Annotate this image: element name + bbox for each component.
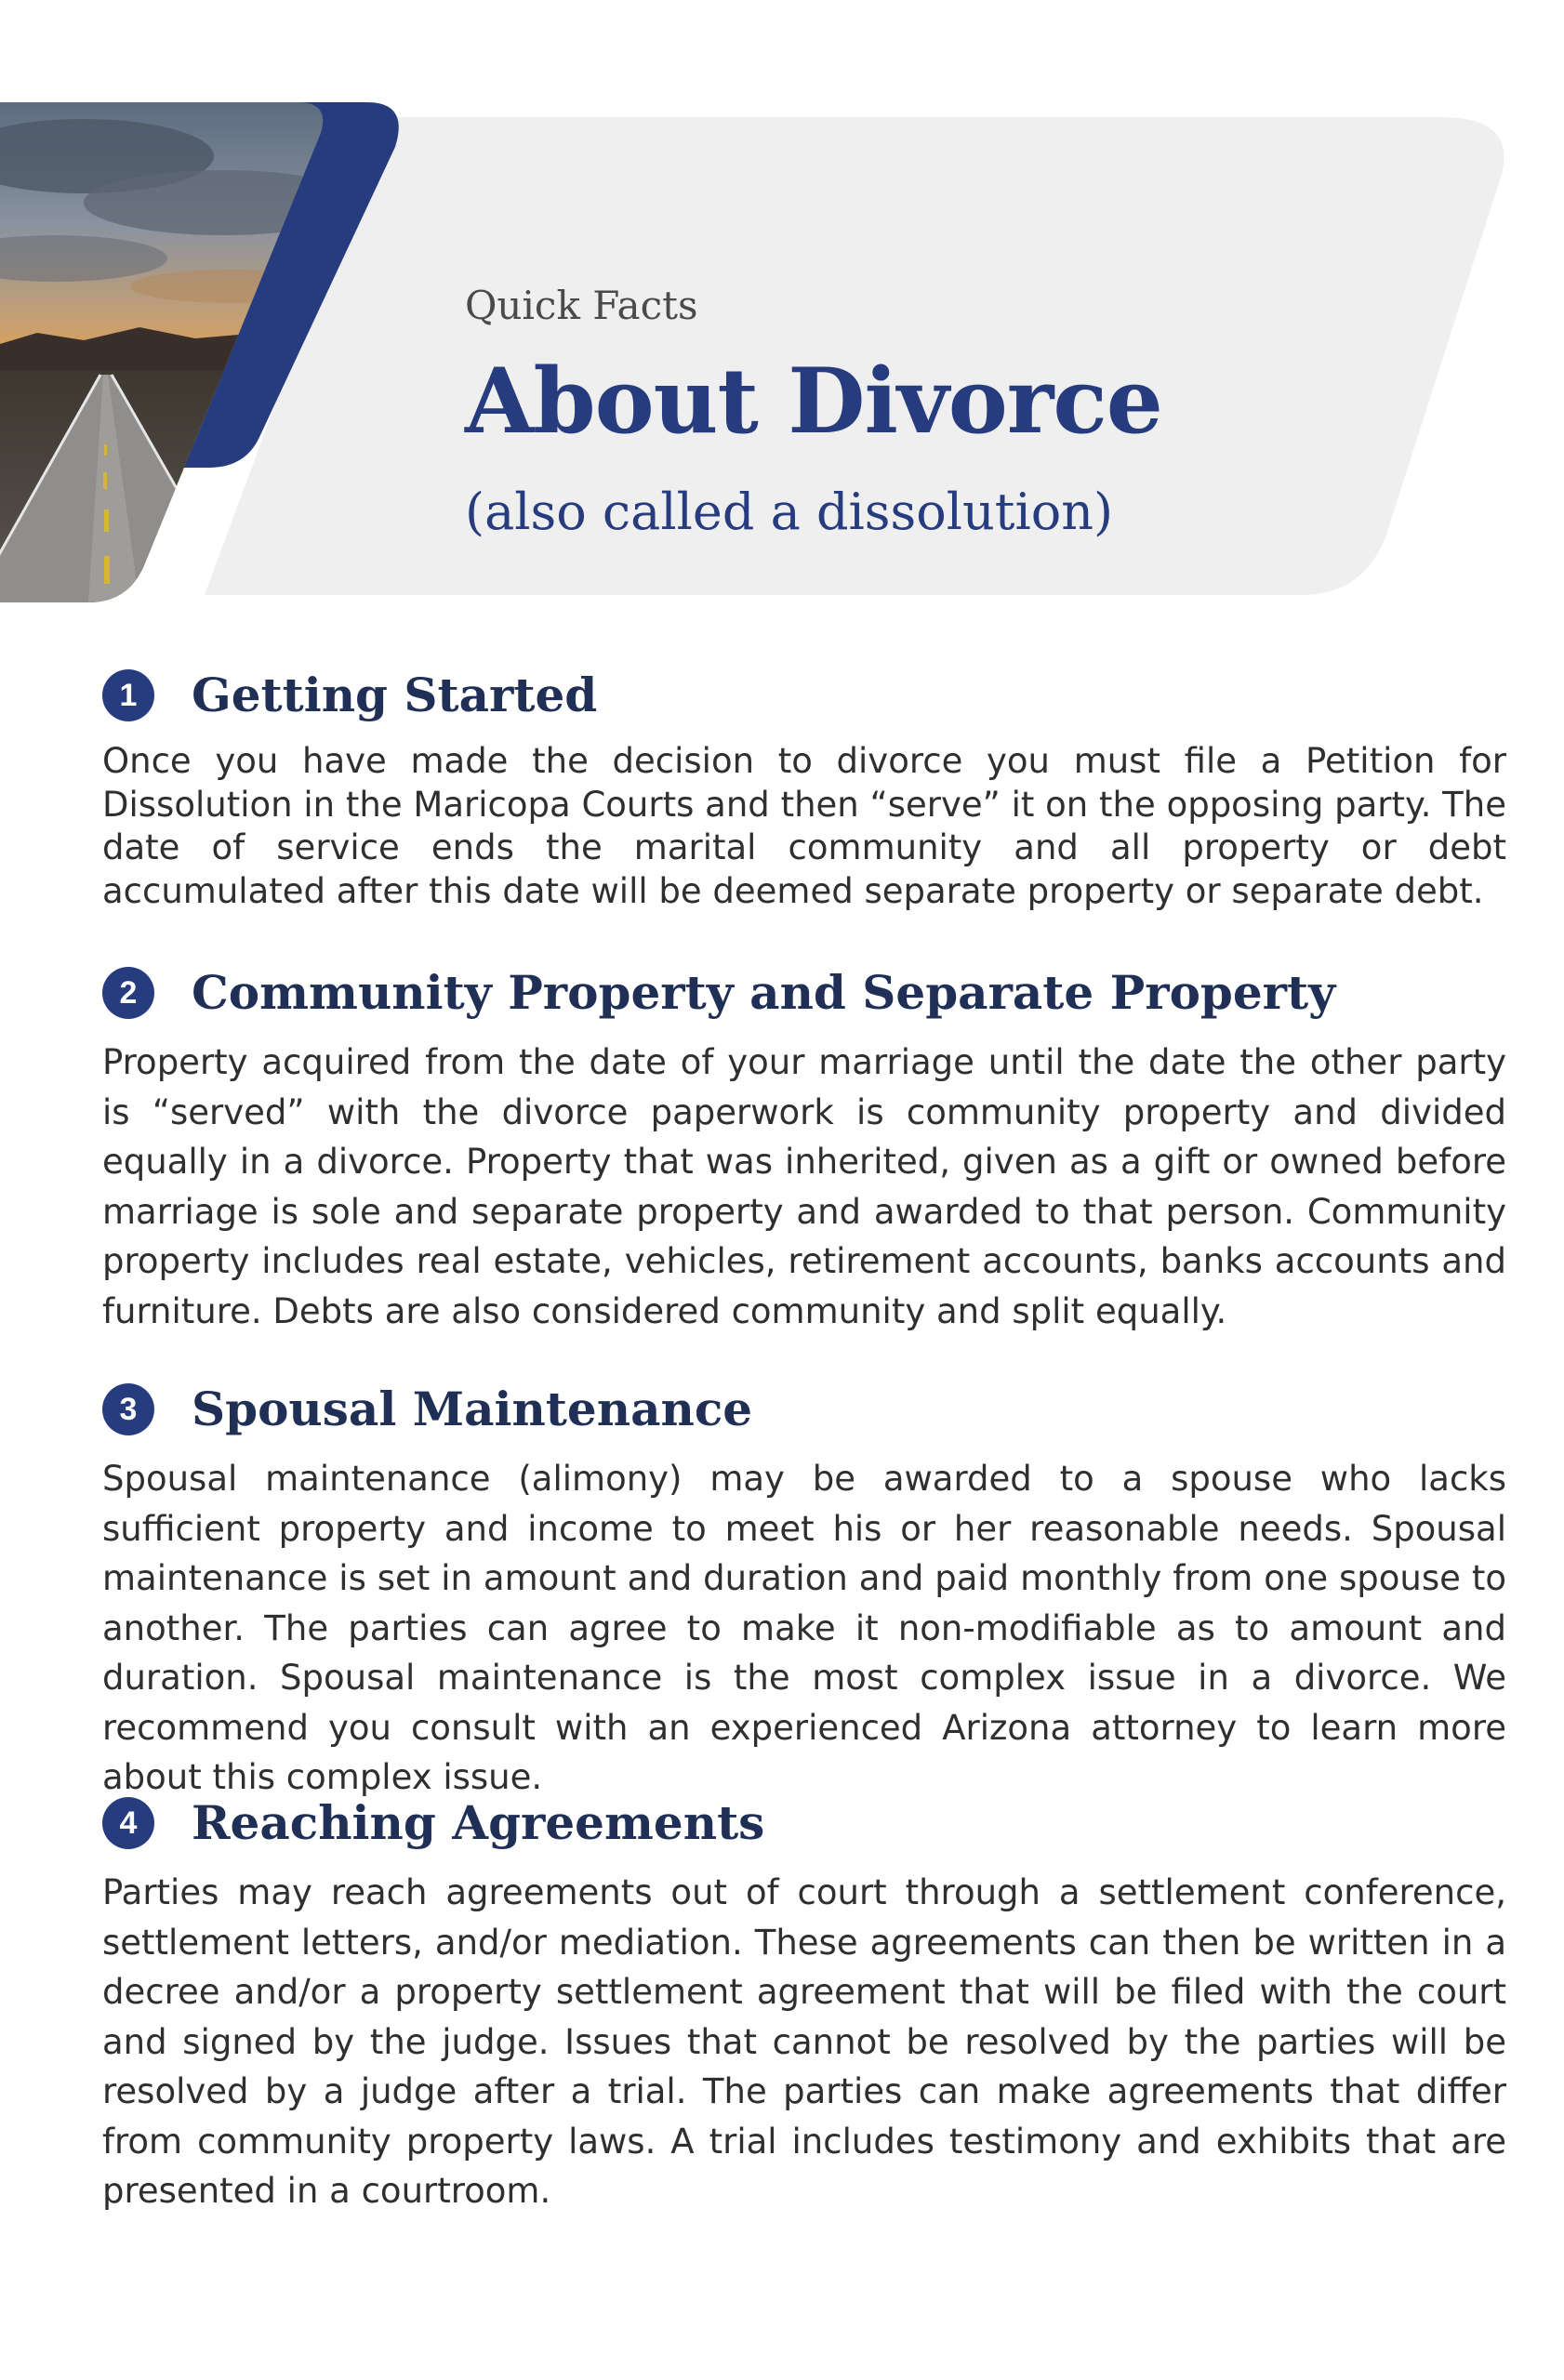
- section-heading: [102, 1376, 1506, 1443]
- number-badge: 4: [102, 1797, 154, 1849]
- number-badge: 1: [102, 669, 154, 721]
- section-body: Spousal maintenance (alimony) may be awarded to a spouse who lacks sufficient property and income to meet his or her reasonable needs. Spousal maintenance is set in amount and duration and paid monthly from one spouse to another. The parties can agree to make it non-modifiable as to amount and duration. Spousal maintenance is the most complex issue in a divorce. We recommend you consult with an experienced Arizona attorney to learn more about this complex issue.: [102, 1459, 1506, 1797]
- page-title: About Divorce: [465, 349, 1162, 454]
- section-body: Parties may reach agreements out of court through a settlement conference, settlement letters, and/or mediation. These agreements can then be written in a decree and/or a property settlement agreement that will be filed with the court and signed by the judge. Issues that cannot be resolved by the parties will be resolved by a judge after a trial. The parties can make agreements that differ from community property laws. A trial includes testimony and exhibits that are presented in a courtroom.: [102, 1872, 1506, 2211]
- number-badge: 3: [102, 1383, 154, 1435]
- section-title: Community Property and Separate Property: [192, 965, 1336, 1020]
- section-community-property: [102, 959, 1506, 1336]
- number-badge: 2: [102, 967, 154, 1019]
- header-kicker: Quick Facts: [465, 283, 698, 328]
- section-getting-started: [102, 662, 1506, 913]
- section-reaching-agreements: [102, 1790, 1506, 2216]
- section-body: Property acquired from the date of your marriage until the date the other party is “served” with the divorce paperwork is community property and divided equally in a divorce. Property that was inherited, given as a gift or owned before marriage is sole and separate property and awarded to that person. Community property includes real estate, vehicles, retirement accounts, banks accounts and furniture. Debts are also considered community and split equally.: [102, 1042, 1506, 1331]
- section-title: Getting Started: [192, 668, 598, 722]
- page-subtitle: (also called a dissolution): [465, 483, 1114, 541]
- section-heading: [102, 959, 1506, 1026]
- section-body: Once you have made the decision to divorce you must file a Petition for Dissolution in the Maricopa Courts and then “serve” it on the opposing party. The date of service ends the marital community and all property or debt accumulated after this date will be deemed separate property or separate debt.: [102, 741, 1506, 911]
- section-heading: [102, 1790, 1506, 1857]
- section-spousal-maintenance: [102, 1376, 1506, 1803]
- section-title: Spousal Maintenance: [192, 1382, 753, 1436]
- section-title: Reaching Agreements: [192, 1795, 765, 1850]
- section-heading: [102, 662, 1506, 729]
- banner-text: [465, 283, 1302, 541]
- header-banner: [0, 100, 1564, 602]
